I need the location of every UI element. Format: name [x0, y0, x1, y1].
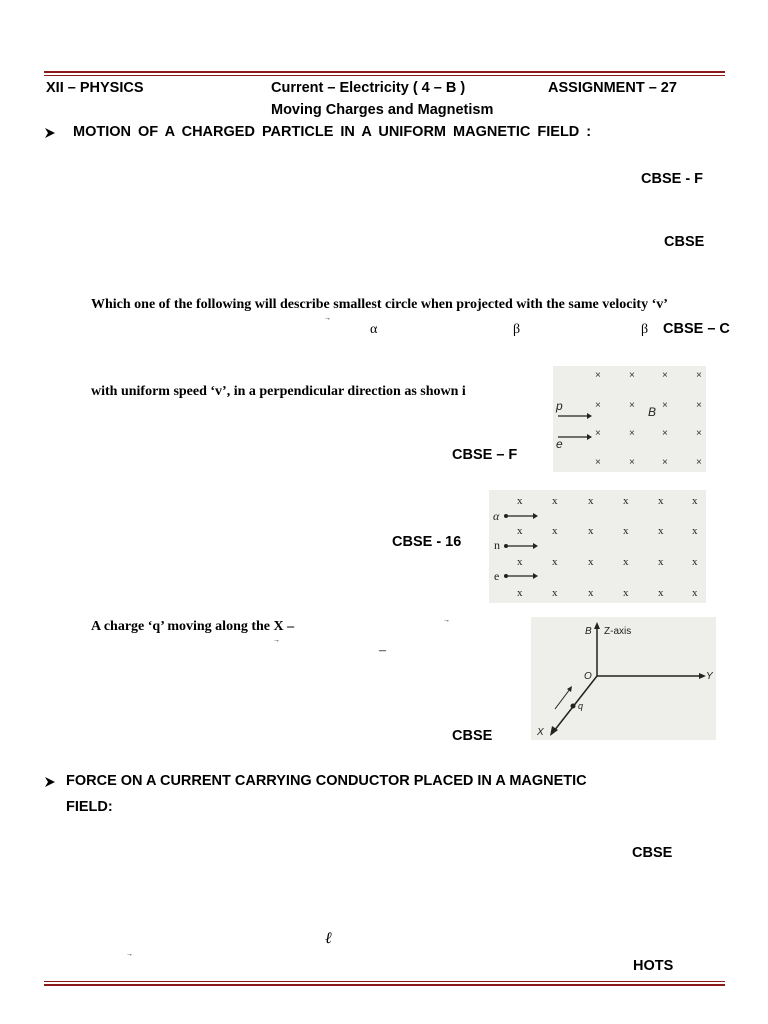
svg-text:x: x	[552, 495, 558, 507]
cbse-tag: CBSE – F	[452, 447, 518, 463]
header-assignment: ASSIGNMENT – 27	[548, 80, 677, 96]
alpha-symbol: α	[370, 322, 378, 337]
svg-text:B: B	[648, 405, 657, 419]
svg-text:x: x	[658, 587, 664, 599]
bullet-icon	[44, 126, 56, 144]
svg-text:×: ×	[629, 457, 635, 468]
svg-text:×: ×	[696, 400, 702, 411]
svg-text:×: ×	[595, 428, 601, 439]
svg-text:X: X	[537, 727, 544, 738]
vector-mark: →	[443, 616, 450, 624]
svg-text:Y: Y	[706, 671, 713, 682]
beta-symbol: β	[641, 322, 649, 337]
svg-text:x: x	[658, 556, 664, 568]
question-smallest-circle: Which one of the following will describe smallest circle when projected with the same velocity ‘v’	[91, 297, 668, 312]
svg-text:x: x	[692, 587, 698, 599]
svg-text:O: O	[584, 671, 592, 682]
svg-text:x: x	[552, 556, 558, 568]
svg-text:x: x	[623, 525, 629, 537]
svg-text:x: x	[517, 525, 523, 537]
svg-text:×: ×	[662, 457, 668, 468]
cbse-tag: CBSE – C	[663, 321, 730, 337]
svg-text:x: x	[692, 495, 698, 507]
hots-tag: HOTS	[633, 958, 674, 974]
svg-text:n: n	[494, 538, 500, 552]
svg-text:e: e	[494, 569, 500, 583]
svg-text:x: x	[623, 495, 629, 507]
svg-text:p: p	[556, 399, 563, 413]
section-heading-force: FORCE ON A CURRENT CARRYING CONDUCTOR PLACED IN A MAGNETIC	[66, 773, 587, 789]
cbse-tag: CBSE	[664, 234, 705, 250]
section-heading-force-cont: FIELD:	[66, 799, 113, 815]
length-vector-symbol: ℓ⃗	[325, 930, 345, 947]
svg-text:e: e	[556, 437, 563, 451]
svg-text:×: ×	[662, 400, 668, 411]
svg-text:x: x	[552, 525, 558, 537]
svg-text:×: ×	[696, 370, 702, 381]
cbse-tag: CBSE - 16	[392, 534, 462, 550]
svg-text:x: x	[588, 525, 594, 537]
svg-text:x: x	[552, 587, 558, 599]
beta-symbol: β	[513, 322, 521, 337]
figure-proton-electron-field	[553, 366, 706, 472]
cbse-tag: CBSE	[632, 845, 673, 861]
section-heading-motion: MOTION OF A CHARGED PARTICLE IN A UNIFORM MAGNETIC FIELD :	[73, 124, 592, 140]
svg-text:×: ×	[595, 400, 601, 411]
svg-text:x: x	[692, 525, 698, 537]
svg-text:x: x	[658, 525, 664, 537]
svg-text:B: B	[585, 626, 592, 637]
svg-text:x: x	[692, 556, 698, 568]
svg-text:×: ×	[595, 370, 601, 381]
question-charge-q: A charge ‘q’ moving along the X –	[91, 619, 295, 634]
svg-text:x: x	[588, 587, 594, 599]
figure-axes-charge-q	[531, 617, 716, 740]
bullet-icon	[44, 775, 56, 793]
svg-text:×: ×	[629, 370, 635, 381]
header-topic: Moving Charges and Magnetism	[271, 102, 494, 118]
vector-mark: →	[324, 314, 331, 322]
top-rule	[44, 71, 725, 76]
svg-text:×: ×	[629, 428, 635, 439]
svg-text:x: x	[623, 556, 629, 568]
vector-mark: →	[126, 950, 133, 958]
svg-text:x: x	[623, 587, 629, 599]
vector-mark: →	[273, 636, 280, 644]
svg-text:x: x	[658, 495, 664, 507]
svg-text:×: ×	[629, 400, 635, 411]
svg-text:×: ×	[595, 457, 601, 468]
svg-text:x: x	[517, 587, 523, 599]
svg-text:×: ×	[662, 370, 668, 381]
svg-text:x: x	[588, 556, 594, 568]
svg-text:x: x	[517, 495, 523, 507]
svg-text:x: x	[588, 495, 594, 507]
cbse-tag: CBSE	[452, 728, 493, 744]
figure-alpha-neutron-electron-field	[489, 490, 706, 603]
dash-mark: –	[379, 643, 386, 658]
svg-text:Z-axis: Z-axis	[604, 626, 632, 637]
header-subject: XII – PHYSICS	[46, 80, 144, 96]
cbse-tag: CBSE - F	[641, 171, 704, 187]
svg-text:x: x	[517, 556, 523, 568]
svg-text:×: ×	[662, 428, 668, 439]
question-uniform-speed: with uniform speed ‘v’, in a perpendicular direction as shown i	[91, 384, 466, 399]
svg-text:×: ×	[696, 428, 702, 439]
svg-text:q: q	[578, 701, 584, 711]
header-chapter: Current – Electricity ( 4 – B )	[271, 80, 466, 96]
bottom-rule	[44, 981, 725, 986]
svg-text:×: ×	[696, 457, 702, 468]
svg-text:α: α	[493, 509, 500, 523]
